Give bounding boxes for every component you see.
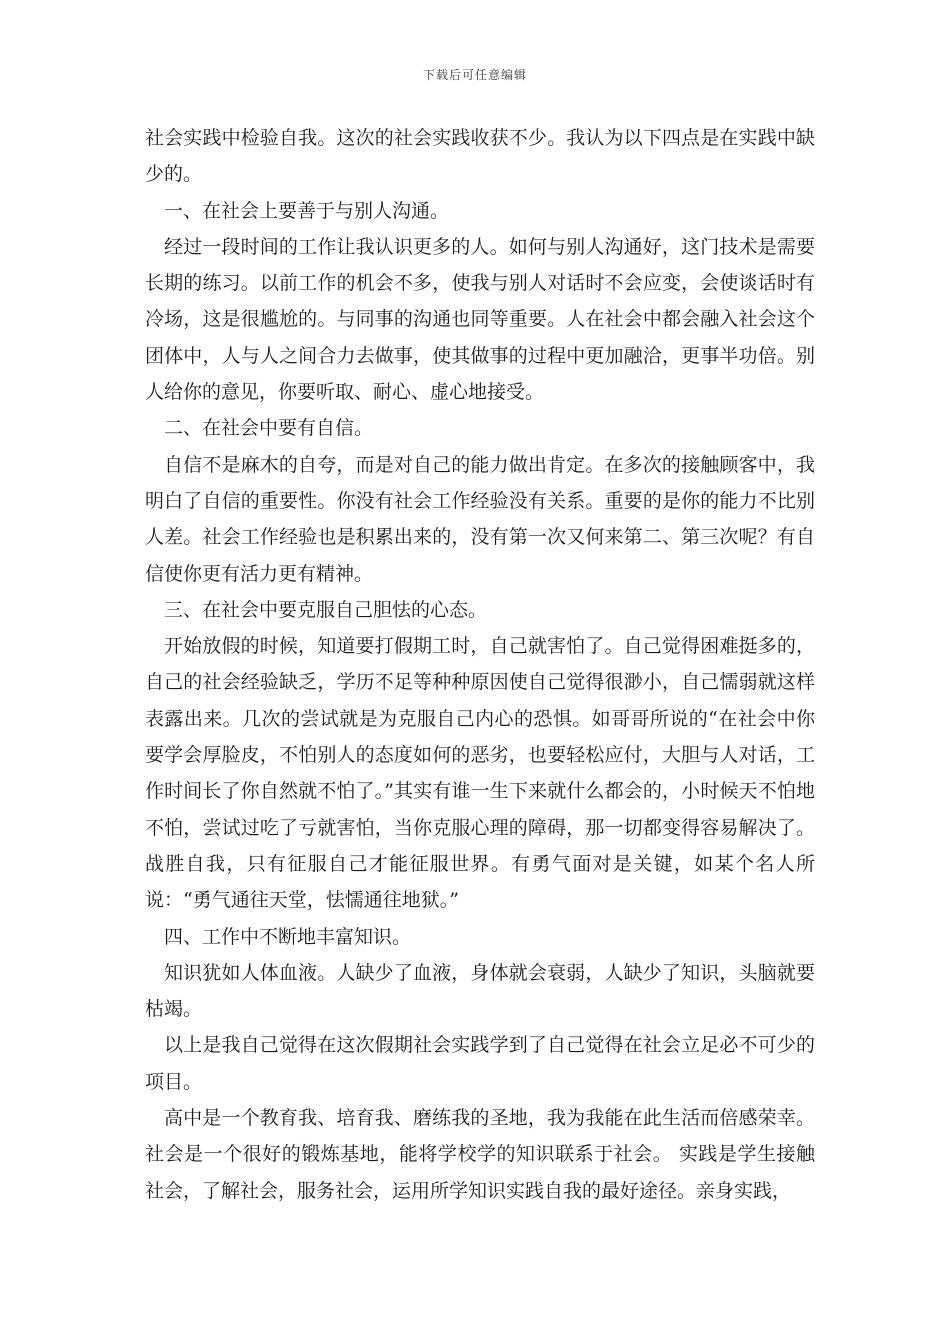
heading-point-three: 三、在社会中要克服自己胆怯的心态。 [164,598,488,621]
page-header: 下载后可任意编辑 [422,68,527,82]
heading-point-one: 一、在社会上要善于与别人沟通。 [164,199,450,222]
paragraph-high-school: 高中是一个教育我、培育我、磨练我的圣地，我为我能在此生活而倍感荣幸。社会是一个很好的锻炼基地，能将学校学的知识联系于社会。 实践是学生接触社会，了解社会，服务社会，运用所学知识实践自我的最好途径。亲身实践， [145,1107,815,1202]
paragraph-confidence: 自信不是麻木的自夸，而是对自己的能力做出肯定。在多次的接触顾客中，我明白了自信的重要性。你没有社会工作经验没有关系。重要的是你的能力不比别人差。社会工作经验也是积累出来的，没有第一次又何来第二、第三次呢？有自信使你更有活力更有精神。 [145,453,815,585]
paragraph-intro: 社会实践中检验自我。这次的社会实践收获不少。我认为以下四点是在实践中缺少的。 [145,127,815,186]
heading-point-four: 四、工作中不断地丰富知识。 [164,925,412,948]
paragraph-knowledge: 知识犹如人体血液。人缺少了血液，身体就会衰弱，人缺少了知识，头脑就要枯竭。 [145,961,815,1021]
document-body [145,120,815,1209]
paragraph-courage: 开始放假的时候，知道要打假期工时，自己就害怕了。自己觉得困难挺多的，自己的社会经验缺乏，学历不足等种种原因使自己觉得很渺小，自己懦弱就这样表露出来。几次的尝试就是为克服自己内心的恐惧。如哥哥所说的“在社会中你要学会厚脸皮，不怕别人的态度如何的恶劣，也要轻松应付，大胆与人对话，工作时间长了你自然就不怕了。”其实有谁一生下来就什么都会的，小时候天不怕地不怕，尝试过吃了亏就害怕，当你克服心理的障碍，那一切都变得容易解决了。战胜自我，只有征服自己才能征服世界。有勇气面对是关键，如某个名人所说：“勇气通往天堂，怯懦通往地狱。” [145,635,815,912]
heading-point-two: 二、在社会中要有自信。 [164,417,374,440]
paragraph-communication: 经过一段时间的工作让我认识更多的人。如何与别人沟通好，这门技术是需要长期的练习。以前工作的机会不多，使我与别人对话时不会应变，会使谈话时有冷场，这是很尴尬的。与同事的沟通也同等重要。人在社会中都会融入社会这个团体中，人与人之间合力去做事，使其做事的过程中更加融洽，更事半功倍。别人给你的意见，你要听取、耐心、虚心地接受。 [145,235,815,404]
paragraph-summary: 以上是我自己觉得在这次假期社会实践学到了自己觉得在社会立足必不可少的项目。 [145,1034,815,1093]
